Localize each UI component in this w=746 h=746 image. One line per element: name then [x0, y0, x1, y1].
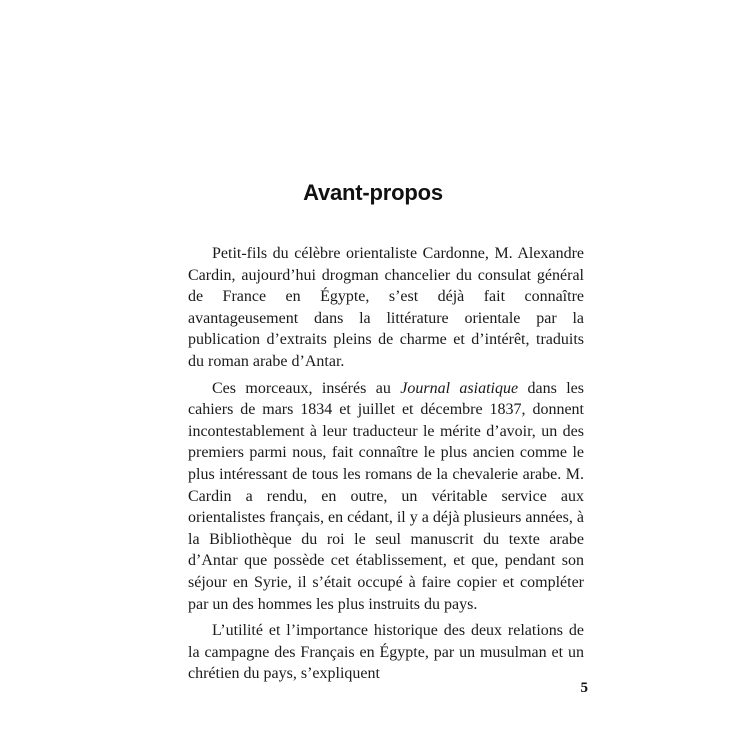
paragraph-2-rest: dans les cahiers de mars 1834 et juillet et décembre 1837, donnent incontestablement à leur traducteur le mérite d’avoir, un des premiers parmi nous, fait connaître le plus ancien comme le plus intéressant de tous les romans de la chevalerie arabe. M. Cardin a rendu, en outre, un véritable service aux orientalistes français, en cédant, il y a déjà plusieurs années, à la Bibliothèque du roi le seul manuscrit du texte arabe d’Antar que possède cet établissement, et que, pendant son séjour en Syrie, il s’était occupé à faire copier et compléter par un des hommes les plus instruits du pays. — [188, 379, 584, 613]
journal-title: Journal asiatique — [400, 379, 519, 397]
page-title: Avant-propos — [303, 180, 443, 205]
paragraph-2 — [188, 378, 584, 616]
paragraph-2-lead: Ces morceaux, insérés au — [212, 379, 401, 397]
paragraph-3: L’utilité et l’importance historique des deux relations de la campagne des Français en Égypte, par un musulman et un chrétien du pays, s’expliquent — [188, 622, 584, 683]
text-body — [188, 243, 584, 685]
page-number: 5 — [580, 680, 588, 696]
paragraph-1: Petit-fils du célèbre orientaliste Cardonne, M. Alexandre Cardin, aujourd’hui drogman chancelier du consulat général de France en Égypte, s’est déjà fait connaître avantageusement dans la littérature orientale par la publication d’extraits pleins de charme et d’intérêt, traduits du roman arabe d’Antar. — [188, 245, 584, 370]
